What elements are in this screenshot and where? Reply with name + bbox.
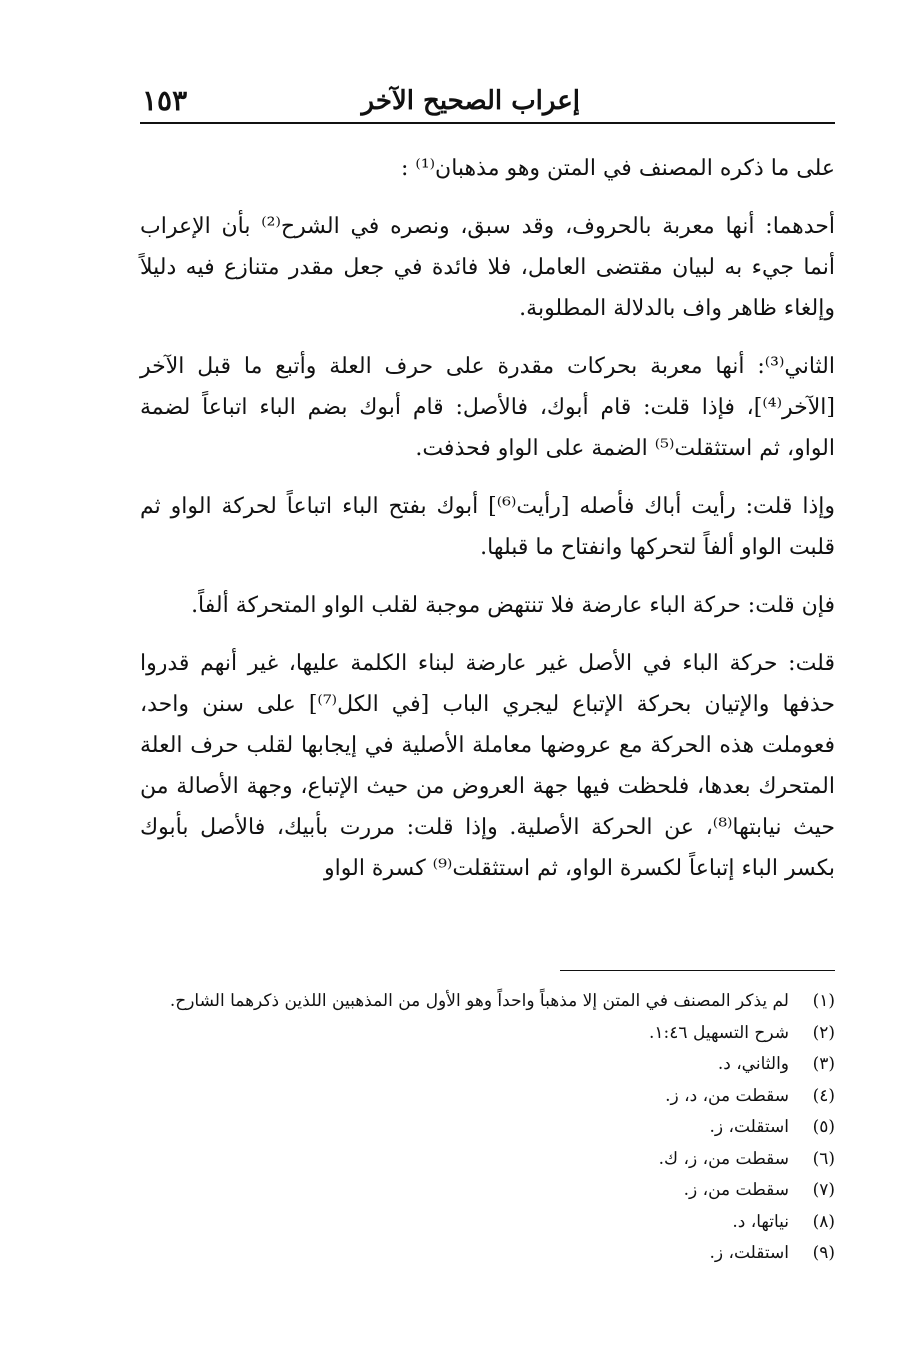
footnote-item (140, 1081, 835, 1113)
running-title: إعراب الصحيح الآخر (361, 86, 580, 116)
paragraph-reply: قلت: حركة الباء في الأصل غير عارضة لبناء الكلمة عليها، غير أنهم قدروا حذفها والإتيان بحركة الإتباع ليجري الباب [في الكل⁽⁷⁾] على سنن واحد، فعوملت هذه الحركة مع عروضها معاملة الأصلية في إيجابها لقلب حرف العلة المتحرك بعدها، فلحظت فيها جهة العروض من حيث الإتباع، وجهة الأصالة من حيث نيابتها⁽⁸⁾، عن الحركة الأصلية. وإذا قلت: مررت بأبيك، فالأصل بأبوك بكسر الباء إتباعاً لكسرة الواو، ثم استثقلت⁽⁹⁾ كسرة الواو (140, 651, 835, 881)
footnote-text: شرح التسهيل ١:٤٦. (649, 1022, 789, 1043)
footnote-item (140, 1049, 835, 1081)
footnotes (140, 986, 835, 1270)
footnote-item (140, 1175, 835, 1207)
footnote-text: سقطت من، ز، ك. (658, 1148, 789, 1169)
footnote-number: (٦) (812, 1148, 835, 1169)
page-number: ١٥٣ (142, 84, 188, 117)
paragraph-first-view: أحدهما: أنها معربة بالحروف، وقد سبق، ونصره في الشرح⁽²⁾ بأن الإعراب أنما جيء به لبيان مقتضى العامل، فلا فائدة في جعل مقدر متنازع فيه دليلاً وإلغاء ظاهر واف بالدلالة المطلوبة. (140, 214, 835, 321)
footnote-text: نياتها، د. (732, 1211, 789, 1232)
footnote-text: لم يذكر المصنف في المتن إلا مذهباً واحداً وهو الأول من المذهبين اللذين ذكرهما الشارح. (169, 991, 789, 1011)
footnote-number: (٨) (812, 1211, 835, 1232)
footnote-item (140, 1144, 835, 1176)
footnote-item (140, 986, 835, 1018)
footnote-item (140, 1112, 835, 1144)
paragraph-accusative-case: وإذا قلت: رأيت أباك فأصله [رأيت⁽⁶⁾] أبوك بفتح الباء اتباعاً لحركة الواو ثم قلبت الواو ألفاً لتحركها وانفتاح ما قبلها. (140, 494, 835, 560)
footnote-divider (560, 970, 835, 971)
footnote-text: استقلت، ز. (709, 1243, 789, 1263)
footnote-number: (٩) (812, 1243, 835, 1263)
footnote-text: استقلت، ز. (709, 1117, 789, 1137)
paragraph-second-view: الثاني⁽³⁾: أنها معربة بحركات مقدرة على حرف العلة وأتبع ما قبل الآخر [الآخر⁽⁴⁾]، فإذا قلت: قام أبوك، فالأصل: قام أبوك بضم الباء اتباعاً لضمة الواو، ثم استثقلت⁽⁵⁾ الضمة على الواو فحذفت. (140, 354, 835, 461)
main-text (140, 148, 835, 889)
footnote-number: (٧) (812, 1180, 835, 1200)
footnote-text: سقطت من، ز. (683, 1180, 789, 1200)
paragraph-objection: فإن قلت: حركة الباء عارضة فلا تنتهض موجبة لقلب الواو المتحركة ألفاً. (191, 593, 835, 618)
footnote-number: (٢) (812, 1022, 835, 1043)
footnote-number: (١) (812, 991, 835, 1011)
footnote-text: والثاني، د. (717, 1054, 789, 1074)
footnote-number: (٥) (812, 1117, 835, 1137)
paragraph-intro: على ما ذكره المصنف في المتن وهو مذهبان⁽¹⁾ : (401, 156, 835, 181)
footnote-item (140, 1207, 835, 1239)
footnote-item (140, 1018, 835, 1050)
footnote-number: (٤) (812, 1085, 835, 1106)
page-header (140, 82, 835, 124)
footnote-item (140, 1238, 835, 1270)
footnote-text: سقطت من، د، ز. (665, 1085, 789, 1106)
footnote-number: (٣) (812, 1054, 835, 1074)
